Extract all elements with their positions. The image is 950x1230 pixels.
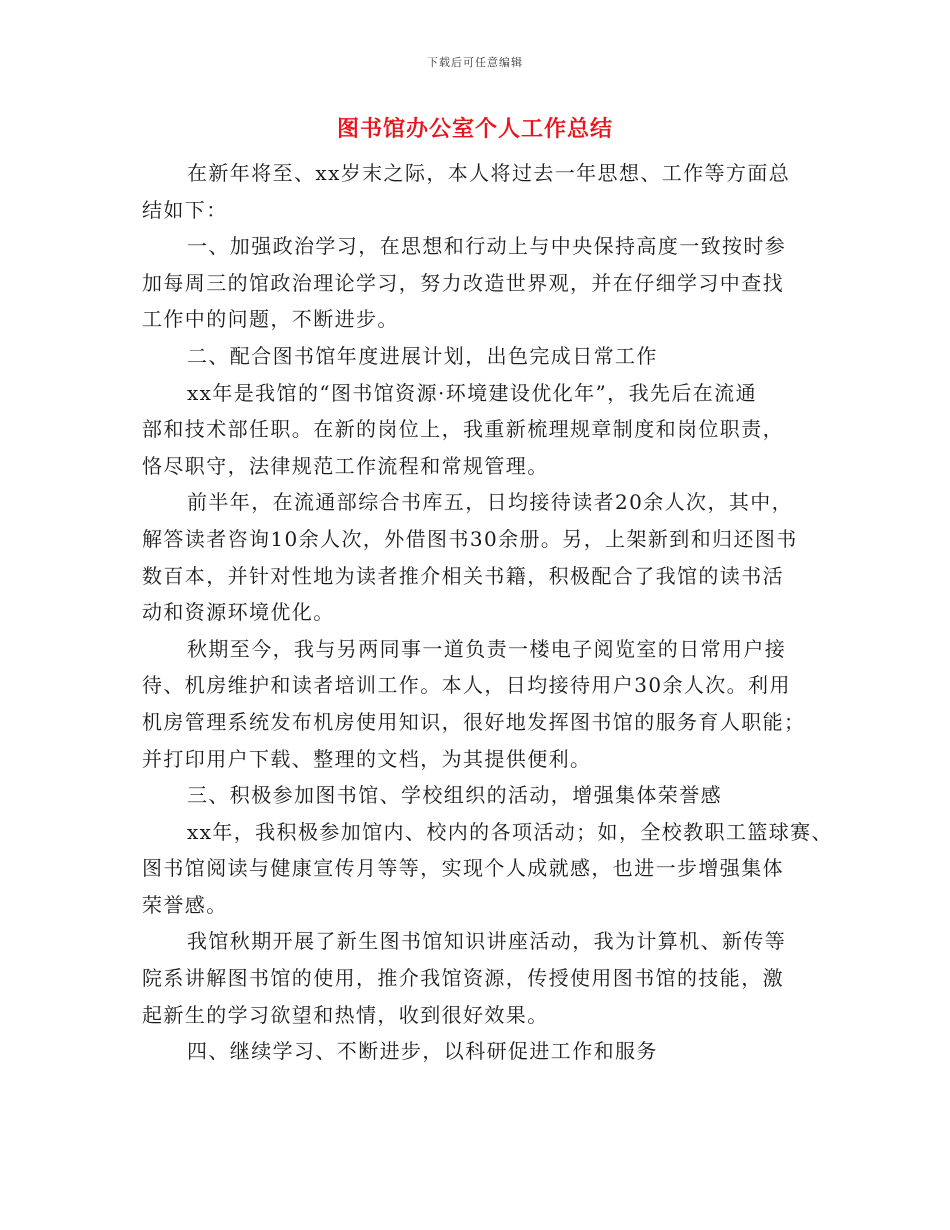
body-line: 三、积极参加图书馆、学校组织的活动，增强集体荣誉感 — [187, 783, 722, 808]
body-line: 四、继续学习、不断进步，以科研促进工作和服务 — [187, 1039, 658, 1064]
body-line: 秋期至今，我与另两同事一道负责一楼电子阅览室的日常用户接 — [187, 636, 787, 661]
body-line: xx年是我馆的“图书馆资源·环境建设优化年”，我先后在流通 — [187, 380, 757, 405]
body-line: 二、配合图书馆年度进展计划，出色完成日常工作 — [187, 343, 658, 368]
body-line: 动和资源环境优化。 — [142, 600, 335, 625]
body-line: 图书馆阅读与健康宣传月等等，实现个人成就感，也进一步增强集体 — [142, 856, 784, 881]
body-line: 恪尽职守，法律规范工作流程和常规管理。 — [142, 453, 549, 478]
body-line: 我馆秋期开展了新生图书馆知识讲座活动，我为计算机、新传等 — [187, 929, 787, 954]
body-line: 院系讲解图书馆的使用，推介我馆资源，传授使用图书馆的技能，激 — [142, 966, 784, 991]
body-line: 在新年将至、xx岁末之际，本人将过去一年思想、工作等方面总 — [187, 161, 791, 185]
body-line: 起新生的学习欲望和热情，收到很好效果。 — [142, 1002, 549, 1027]
body-line: xx年，我积极参加馆内、校内的各项活动；如，全校教职工篮球赛、 — [187, 819, 833, 844]
body-line: 一、加强政治学习，在思想和行动上与中央保持高度一致按时参 — [187, 234, 787, 259]
document-body — [142, 155, 833, 1070]
body-line: 结如下： — [142, 197, 228, 222]
body-line: 前半年，在流通部综合书库五，日均接待读者20余人次，其中， — [187, 490, 794, 515]
body-line: 解答读者咨询10余人次，外借图书30余册。另，上架新到和归还图书 — [142, 526, 798, 551]
header-note: 下载后可任意编辑 — [427, 56, 523, 69]
body-line: 数百本，并针对性地为读者推介相关书籍，积极配合了我馆的读书活 — [142, 563, 784, 588]
body-line: 并打印用户下载、整理的文档，为其提供便利。 — [142, 746, 592, 771]
body-line: 机房管理系统发布机房使用知识，很好地发挥图书馆的服务育人职能； — [142, 709, 806, 734]
document-title: 图书馆办公室个人工作总结 — [336, 116, 613, 142]
body-line: 待、机房维护和读者培训工作。本人，日均接待用户30余人次。利用 — [142, 673, 791, 698]
body-line: 部和技术部任职。在新的岗位上，我重新梳理规章制度和岗位职责， — [142, 417, 784, 442]
body-line: 工作中的问题，不断进步。 — [142, 307, 399, 332]
body-line: 荣誉感。 — [142, 892, 228, 917]
body-line: 加每周三的馆政治理论学习，努力改造世界观，并在仔细学习中查找 — [142, 270, 784, 295]
